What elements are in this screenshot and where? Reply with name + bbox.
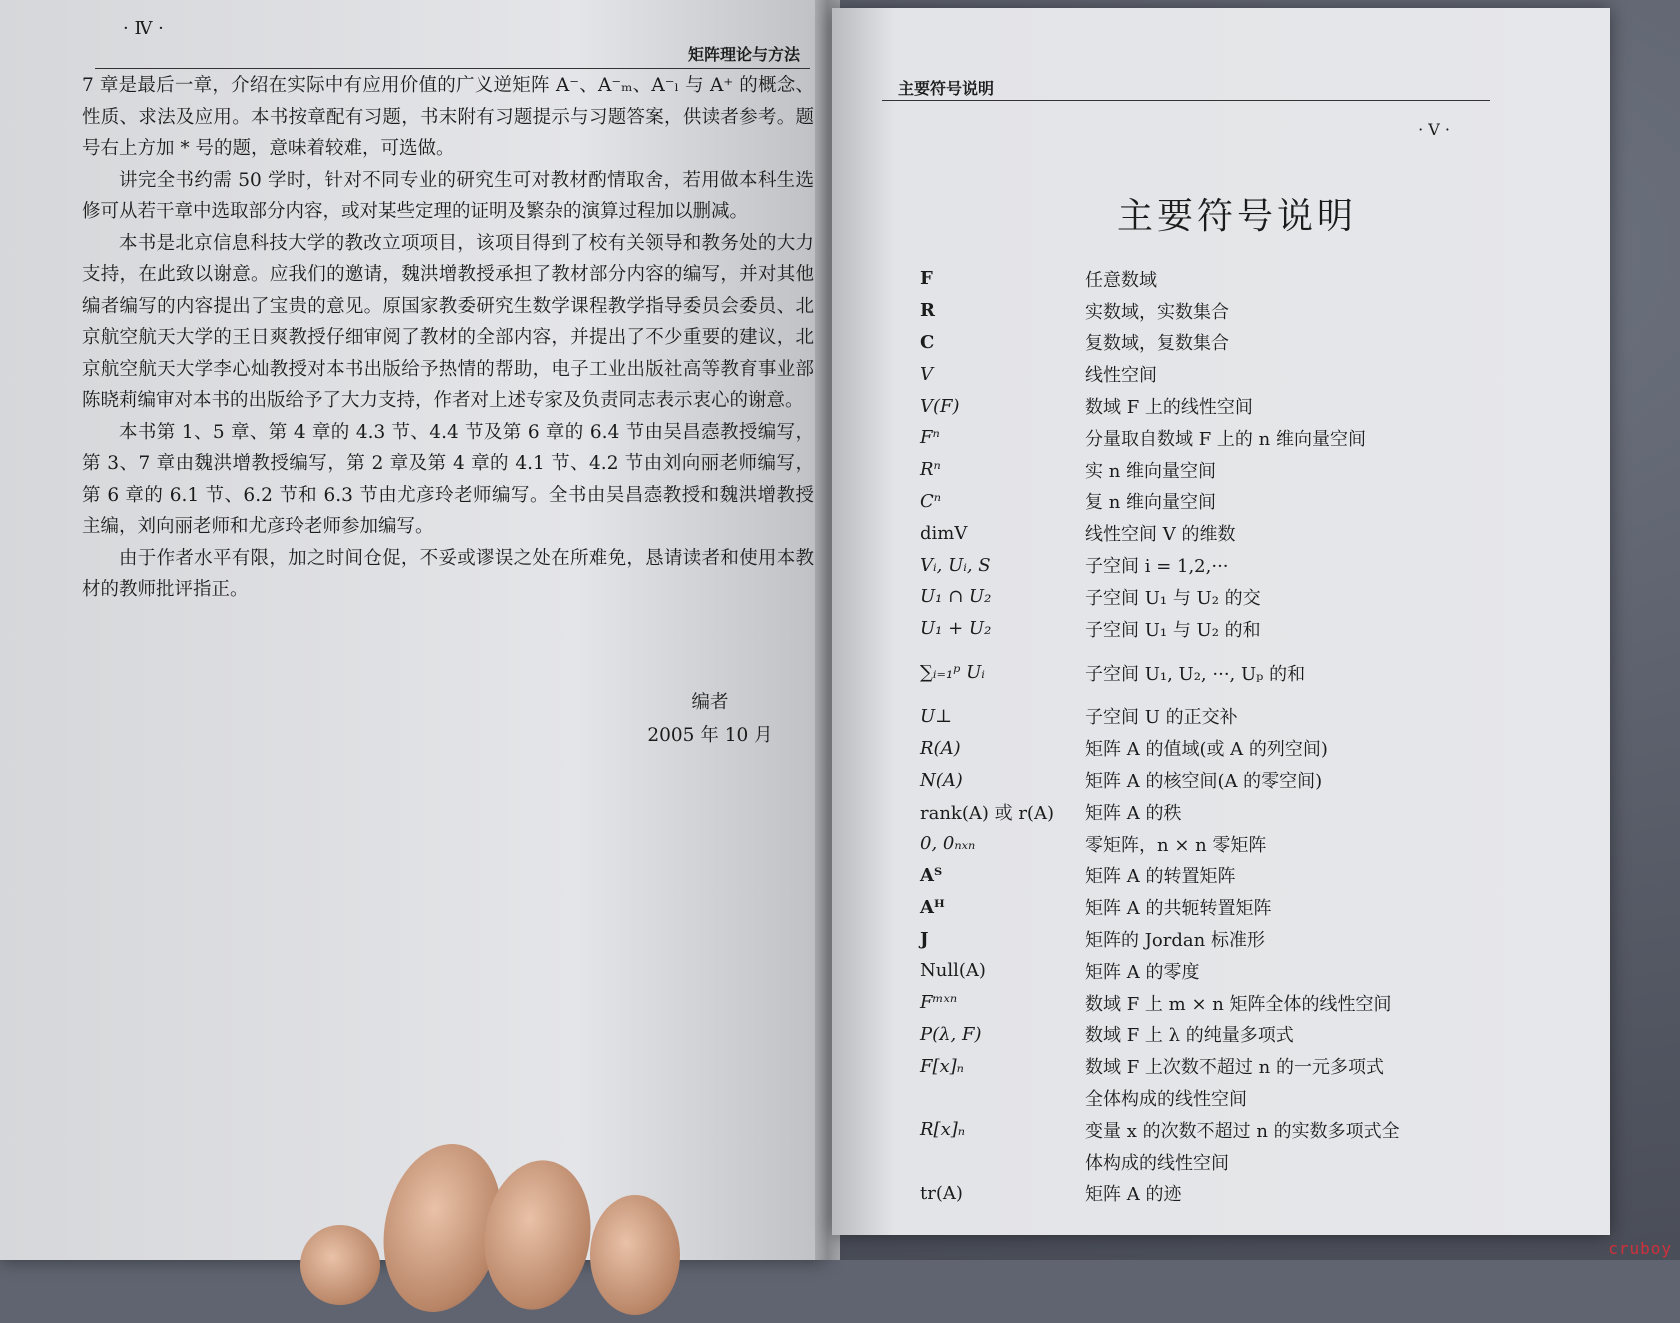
symbol-description: 子空间 U 的正交补 [1085, 707, 1238, 729]
preface-body [82, 70, 814, 606]
symbol-row [920, 327, 1560, 359]
symbol-row [920, 891, 1560, 923]
symbol-description: 实 n 维向量空间 [1085, 460, 1217, 482]
right-page [832, 8, 1610, 1235]
symbol-row [920, 923, 1560, 955]
symbol-row [920, 263, 1560, 295]
preface-paragraph: 讲完全书约需 50 学时，针对不同专业的研究生可对教材酌情取舍，若用做本科生选修可从若干章中选取部分内容，或对某些定理的证明及繁杂的演算过程加以删减。 [82, 169, 814, 222]
symbol-row [920, 549, 1560, 581]
symbol-description: 子空间 i = 1,2,··· [1085, 556, 1229, 578]
symbol-description: 复数域，复数集合 [1085, 333, 1229, 355]
symbol-description: 矩阵 A 的值域(或 A 的列空间) [1085, 739, 1328, 761]
symbol-notation: Cⁿ [920, 490, 942, 512]
symbol-row [920, 955, 1560, 987]
symbol-notation: V [920, 363, 933, 385]
symbol-row [920, 987, 1560, 1019]
left-page-number: · Ⅳ · [123, 18, 164, 39]
preface-paragraph: 7 章是最后一章，介绍在实际中有应用价值的广义逆矩阵 A⁻、A⁻ₘ、A⁻ₗ 与 A⁺ 的概念、性质、求法及应用。本书按章配有习题，书末附有习题提示与习题答案，供读者参考。题号右上方加 * 号的题，意味着较难，可选做。 [82, 75, 814, 159]
signature-block [610, 686, 810, 752]
symbol-notation: C [920, 331, 935, 353]
symbol-description: 子空间 U₁ 与 U₂ 的交 [1085, 587, 1261, 609]
symbol-row [920, 764, 1560, 796]
symbol-notation: U⊥ [920, 705, 953, 727]
symbol-description: 子空间 U₁, U₂, ···, Uₚ 的和 [1085, 663, 1306, 685]
symbol-notation: Aᵀ [920, 864, 943, 886]
preface-paragraph: 由于作者水平有限，加之时间仓促，不妥或谬误之处在所难免，恳请读者和使用本教材的教师批评指正。 [82, 547, 814, 600]
symbol-row [920, 613, 1560, 645]
right-running-head: 主要符号说明 [898, 79, 995, 98]
symbol-row [920, 1050, 1560, 1082]
symbol-description: 实数域，实数集合 [1085, 301, 1229, 323]
symbol-row [920, 645, 1560, 701]
symbol-notation: 0, 0ₙₓₙ [920, 833, 976, 855]
symbol-notation: N(A) [920, 769, 963, 791]
symbol-notation: R[x]ₙ [920, 1119, 966, 1141]
symbol-description: 全体构成的线性空间 [1085, 1089, 1247, 1111]
symbol-description: 矩阵 A 的迹 [1085, 1184, 1182, 1206]
symbol-row [920, 390, 1560, 422]
signature-author: 编者 [691, 692, 729, 713]
symbol-notation: dimV [920, 522, 968, 544]
symbol-description: 任意数域 [1085, 269, 1157, 291]
symbol-row [920, 486, 1560, 518]
symbol-row [920, 828, 1560, 860]
watermark: cruboy [1608, 1239, 1672, 1258]
symbol-notation: U₁ + U₂ [920, 618, 992, 640]
symbol-row [920, 517, 1560, 549]
symbol-description: 矩阵的 Jordan 标准形 [1085, 930, 1265, 952]
symbol-notation: F[x]ₙ [920, 1055, 964, 1077]
symbol-description: 数域 F 上的线性空间 [1085, 397, 1253, 419]
symbol-notation: F [920, 268, 933, 290]
symbol-description: 线性空间 V 的维数 [1085, 524, 1236, 546]
symbol-notation: Aᴴ [920, 896, 945, 918]
symbol-description: 矩阵 A 的核空间(A 的零空间) [1085, 771, 1323, 793]
symbol-notation: rank(A) 或 r(A) [920, 802, 1054, 824]
symbol-description: 线性空间 [1085, 365, 1157, 387]
symbol-description: 矩阵 A 的零度 [1085, 961, 1200, 983]
symbol-description: 数域 F 上 λ 的纯量多项式 [1085, 1025, 1294, 1047]
symbol-row [920, 732, 1560, 764]
symbol-description: 分量取自数域 F 上的 n 维向量空间 [1085, 428, 1366, 450]
symbol-notation: P(λ, F) [920, 1023, 982, 1045]
left-header-rule [95, 68, 810, 69]
finger [590, 1195, 680, 1315]
symbol-description: 矩阵 A 的转置矩阵 [1085, 866, 1236, 888]
symbol-list [920, 263, 1560, 1209]
left-page [0, 0, 825, 1260]
symbol-description: 数域 F 上 m × n 矩阵全体的线性空间 [1085, 993, 1392, 1015]
symbol-description: 体构成的线性空间 [1085, 1152, 1229, 1174]
symbol-row [920, 796, 1560, 828]
symbol-notation: Fᵐˣⁿ [920, 992, 958, 1014]
thumb-tip [300, 1225, 380, 1305]
symbol-description: 零矩阵，n × n 零矩阵 [1085, 834, 1267, 856]
symbol-notation: J [920, 928, 929, 950]
preface-paragraph: 本书第 1、5 章、第 4 章的 4.3 节、4.4 节及第 6 章的 6.4 节由吴昌悫教授编写，第 3、7 章由魏洪增教授编写，第 2 章及第 4 章的 4.1 节、4.2 节由刘向丽老师编写，第 6 章的 6.1 节、6.2 节和 6.3 节由尤彦玲老师编写。全书由吴昌悫教授和魏洪增教授主编，刘向丽老师和尤彦玲老师参加编写。 [82, 421, 814, 537]
symbol-row [920, 860, 1560, 892]
symbol-row [920, 581, 1560, 613]
symbol-row [920, 295, 1560, 327]
right-header-rule [882, 100, 1490, 101]
symbol-row [920, 422, 1560, 454]
symbol-row [920, 1114, 1560, 1146]
symbol-description: 矩阵 A 的共轭转置矩阵 [1085, 898, 1272, 920]
left-running-head: 矩阵理论与方法 [687, 45, 800, 64]
symbol-description: 数域 F 上次数不超过 n 的一元多项式 [1085, 1057, 1384, 1079]
signature-date: 2005 年 10 月 [647, 725, 773, 746]
symbol-notation: R(A) [920, 737, 961, 759]
symbol-notation: ∑ᵢ₌₁ᵖ Uᵢ [920, 662, 985, 684]
symbol-notation: Vᵢ, Uᵢ, S [920, 554, 991, 576]
symbol-description: 复 n 维向量空间 [1085, 492, 1217, 514]
symbol-row [920, 1019, 1560, 1051]
symbol-row [920, 1178, 1560, 1210]
symbol-notation: V(F) [920, 395, 960, 417]
symbol-description: 子空间 U₁ 与 U₂ 的和 [1085, 619, 1261, 641]
symbol-notation: R [920, 300, 935, 322]
symbol-notation: U₁ ∩ U₂ [920, 586, 992, 608]
symbol-description: 矩阵 A 的秩 [1085, 802, 1182, 824]
preface-paragraph: 本书是北京信息科技大学的教改立项项目，该项目得到了校有关领导和教务处的大力支持，在此致以谢意。应我们的邀请，魏洪增教授承担了教材部分内容的编写，并对其他编者编写的内容提出了宝贵的意见。原国家教委研究生数学课程教学指导委员会委员、北京航空航天大学的王日爽教授仔细审阅了教材的全部内容，并提出了不少重要的建议，北京航空航天大学李心灿教授对本书出版给予热情的帮助，电子工业出版社高等教育事业部陈晓莉编审对本书的出版给予了大力支持，作者对上述专家及负责同志表示衷心的谢意。 [82, 232, 814, 411]
symbol-notation: Rⁿ [920, 459, 941, 481]
page-title: 主要符号说明 [1117, 196, 1358, 237]
symbol-row [920, 1146, 1560, 1178]
symbol-notation: Null(A) [920, 960, 986, 982]
symbol-row [920, 358, 1560, 390]
symbol-row [920, 701, 1560, 733]
symbol-row [920, 1082, 1560, 1114]
symbol-row [920, 454, 1560, 486]
symbol-description: 变量 x 的次数不超过 n 的实数多项式全 [1085, 1120, 1400, 1142]
symbol-notation: tr(A) [920, 1182, 963, 1204]
right-page-number: · Ⅴ · [1418, 120, 1450, 139]
symbol-notation: Fⁿ [920, 427, 940, 449]
